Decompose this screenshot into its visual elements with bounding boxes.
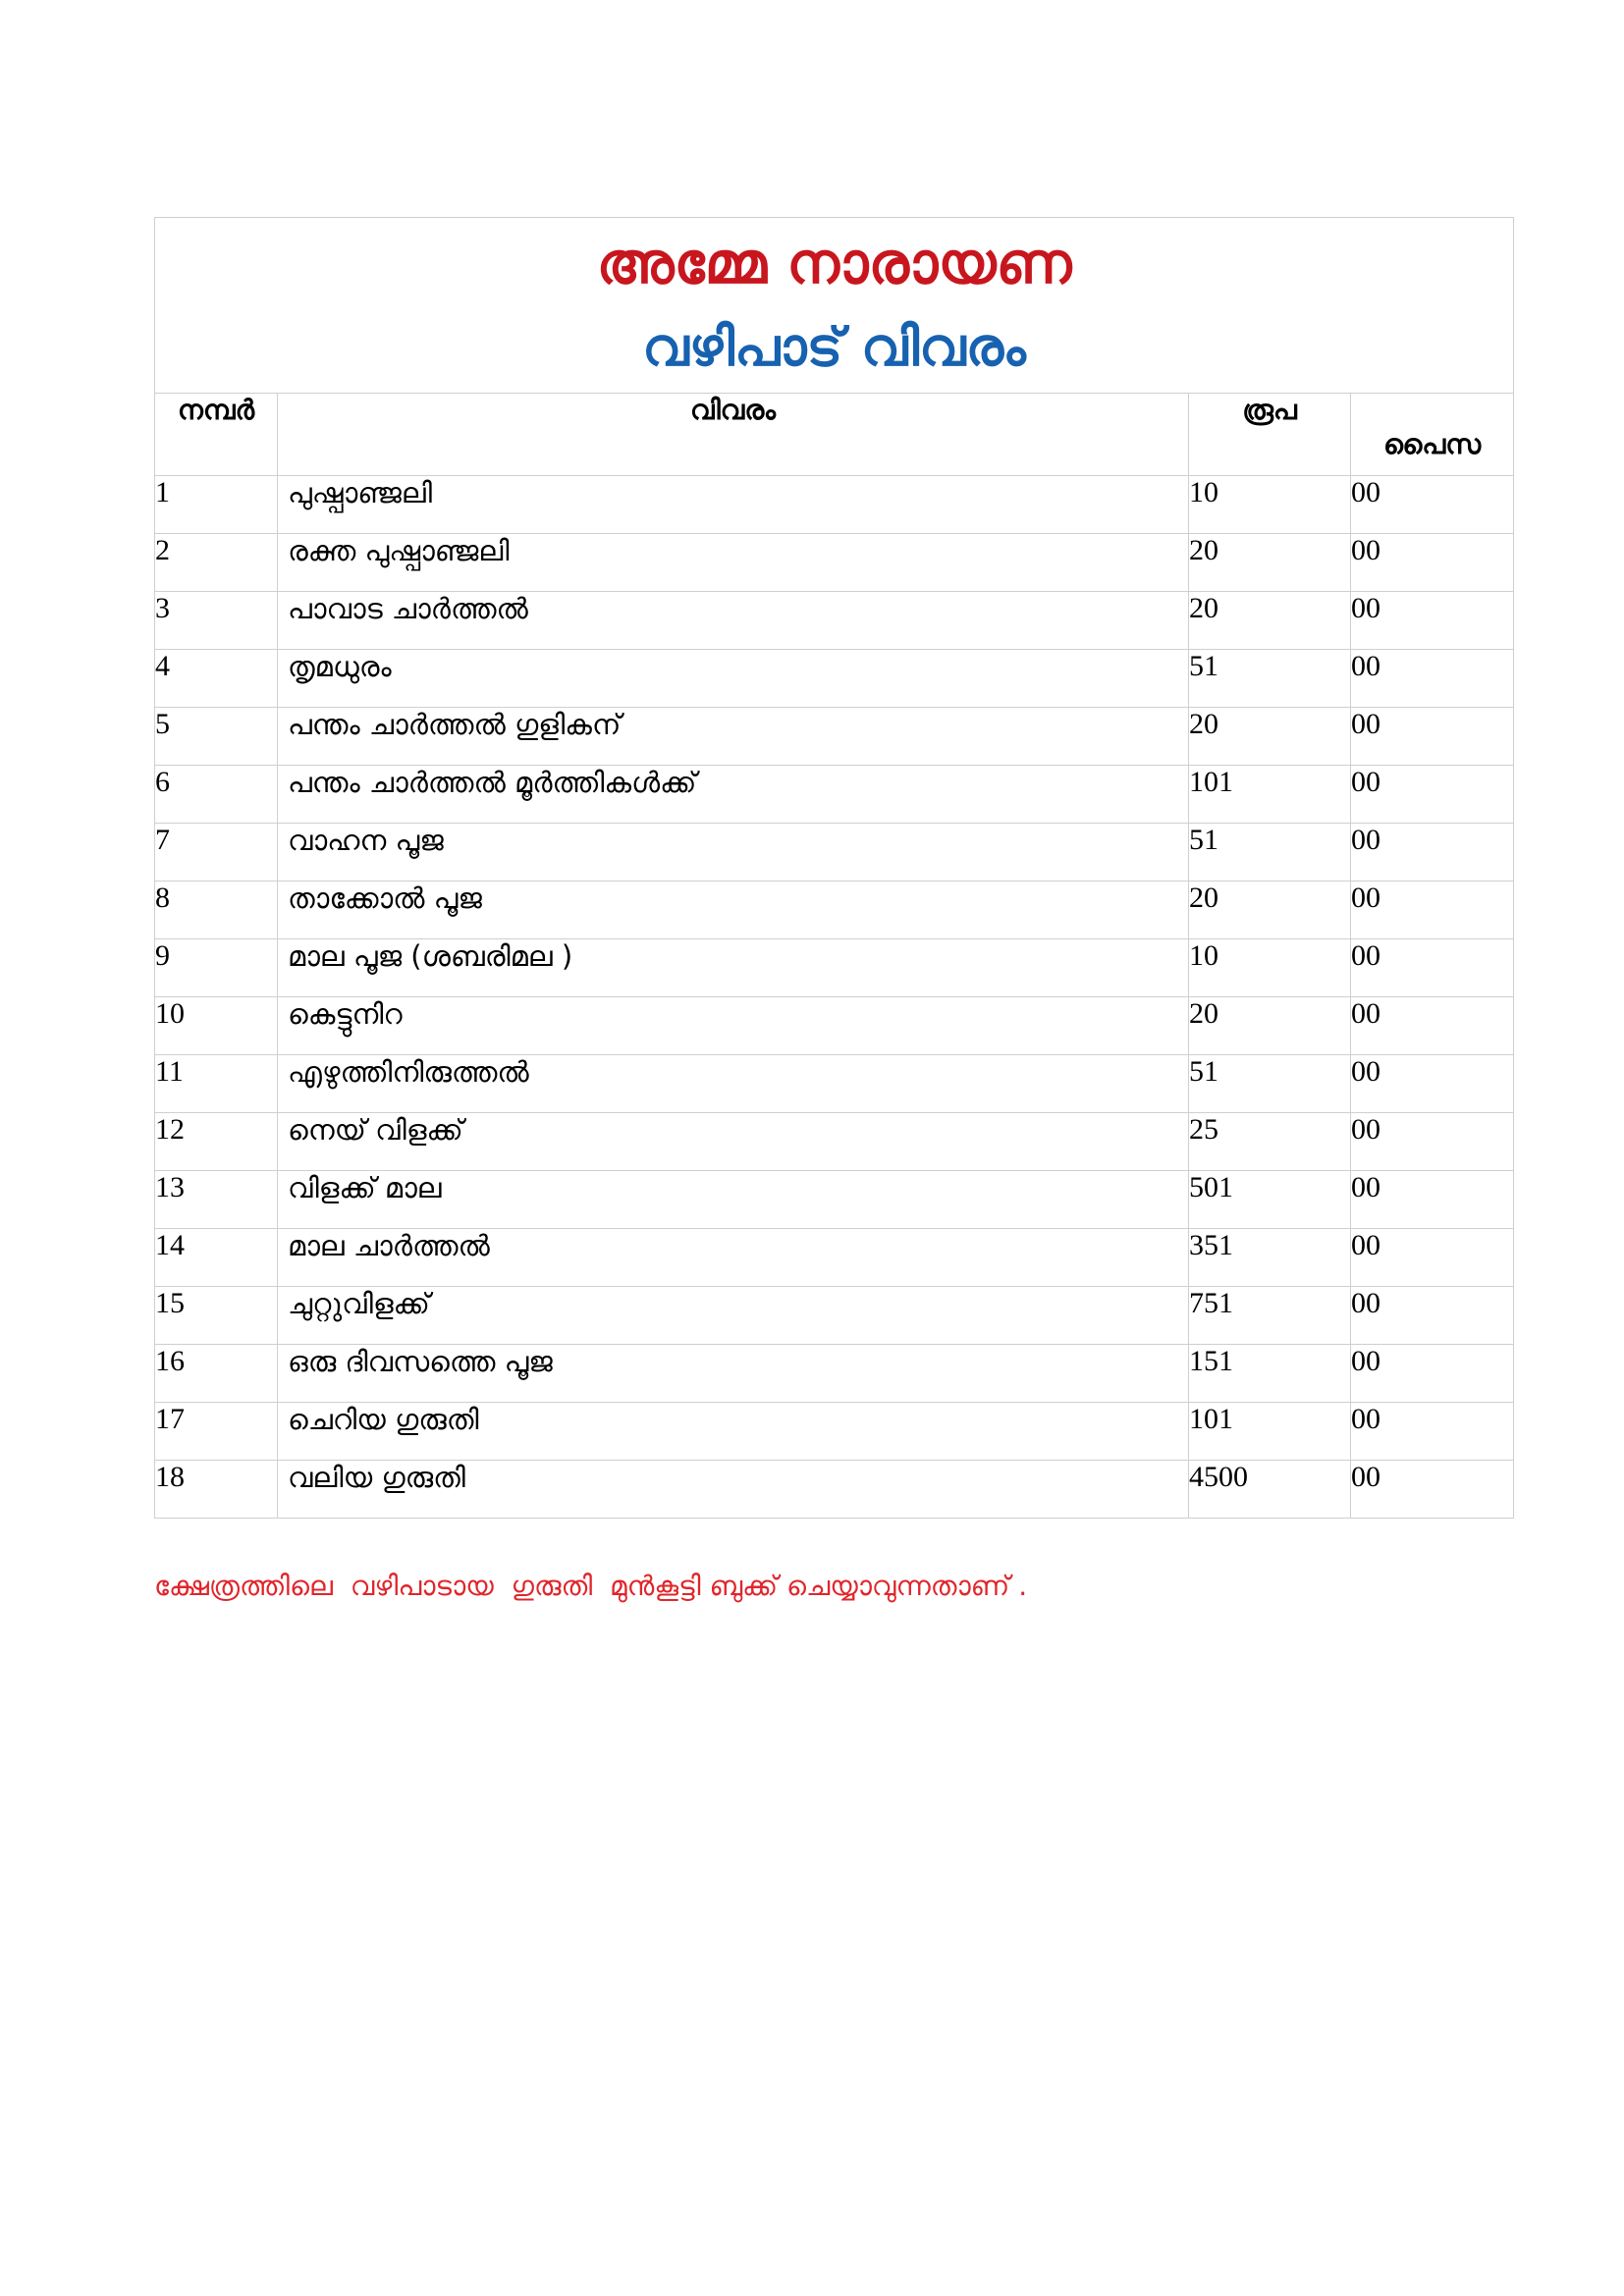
table-row [155, 1113, 1514, 1171]
table-row [155, 1229, 1514, 1287]
table-row [155, 592, 1514, 650]
row-number: 15 [155, 1287, 278, 1345]
row-paise: 00 [1351, 1403, 1514, 1461]
row-description: മാല ചാർത്തൽ [278, 1229, 1189, 1287]
offerings-rows [155, 476, 1514, 1519]
row-rupees: 20 [1189, 881, 1351, 939]
table-row [155, 824, 1514, 881]
row-description: രക്ത പുഷ്പാഞ്ജലി [278, 534, 1189, 592]
row-paise: 00 [1351, 1171, 1514, 1229]
row-paise: 00 [1351, 1055, 1514, 1113]
table-row [155, 1345, 1514, 1403]
table-row [155, 476, 1514, 534]
table-row [155, 881, 1514, 939]
row-description: ചെറിയ ഗുരുതി [278, 1403, 1189, 1461]
row-paise: 00 [1351, 881, 1514, 939]
row-number: 16 [155, 1345, 278, 1403]
row-paise: 00 [1351, 650, 1514, 708]
row-rupees: 51 [1189, 824, 1351, 881]
row-number: 11 [155, 1055, 278, 1113]
row-rupees: 151 [1189, 1345, 1351, 1403]
row-description: വിളക്ക് മാല [278, 1171, 1189, 1229]
row-rupees: 20 [1189, 997, 1351, 1055]
row-rupees: 20 [1189, 534, 1351, 592]
row-description: വലിയ ഗുരുതി [278, 1461, 1189, 1519]
row-number: 4 [155, 650, 278, 708]
row-description: പന്തം ചാർത്തൽ മൂർത്തികൾക്ക് [278, 766, 1189, 824]
row-rupees: 101 [1189, 766, 1351, 824]
row-number: 12 [155, 1113, 278, 1171]
row-description: മാല പൂജ (ശബരിമല ) [278, 939, 1189, 997]
page-subtitle: വഴിപാട് വിവരം [642, 316, 1026, 378]
row-rupees: 20 [1189, 708, 1351, 766]
row-rupees: 51 [1189, 650, 1351, 708]
column-header-row [155, 394, 1514, 476]
row-paise: 00 [1351, 939, 1514, 997]
row-number: 18 [155, 1461, 278, 1519]
row-rupees: 20 [1189, 592, 1351, 650]
table-row [155, 650, 1514, 708]
row-description: തൃമധുരം [278, 650, 1189, 708]
row-number: 2 [155, 534, 278, 592]
row-description: പുഷ്പാഞ്ജലി [278, 476, 1189, 534]
row-rupees: 751 [1189, 1287, 1351, 1345]
row-paise: 00 [1351, 1461, 1514, 1519]
row-number: 3 [155, 592, 278, 650]
row-number: 14 [155, 1229, 278, 1287]
row-number: 9 [155, 939, 278, 997]
row-number: 13 [155, 1171, 278, 1229]
row-description: ഒരു ദിവസത്തെ പൂജ [278, 1345, 1189, 1403]
table-row [155, 1461, 1514, 1519]
row-number: 6 [155, 766, 278, 824]
row-number: 7 [155, 824, 278, 881]
table-row [155, 997, 1514, 1055]
row-rupees: 10 [1189, 939, 1351, 997]
column-header-paise: പൈസ [1351, 394, 1514, 476]
row-paise: 00 [1351, 766, 1514, 824]
row-number: 10 [155, 997, 278, 1055]
row-number: 17 [155, 1403, 278, 1461]
footer-note: ക്ഷേത്രത്തിലെ വഴിപാടായ ഗുരുതി മുൻകൂട്ടി ബുക്ക് ചെയ്യാവുന്നതാണ് . [154, 1570, 1028, 1602]
table-row [155, 1171, 1514, 1229]
column-header-rupees: രൂപ [1189, 394, 1351, 476]
table-row [155, 939, 1514, 997]
row-paise: 00 [1351, 708, 1514, 766]
table-row [155, 708, 1514, 766]
row-description: പന്തം ചാർത്തൽ ഗുളികന് [278, 708, 1189, 766]
row-paise: 00 [1351, 534, 1514, 592]
row-description: പാവാട ചാർത്തൽ [278, 592, 1189, 650]
row-description: ചുറ്റുവിളക്ക് [278, 1287, 1189, 1345]
row-paise: 00 [1351, 1229, 1514, 1287]
table-row [155, 1055, 1514, 1113]
row-paise: 00 [1351, 1113, 1514, 1171]
row-paise: 00 [1351, 997, 1514, 1055]
row-rupees: 4500 [1189, 1461, 1351, 1519]
offerings-sheet [154, 217, 1513, 1519]
row-description: താക്കോൽ പൂജ [278, 881, 1189, 939]
page-title: അമ്മേ നാരായണ [596, 230, 1072, 296]
table-row [155, 1287, 1514, 1345]
row-description: എഴുത്തിനിരുത്തൽ [278, 1055, 1189, 1113]
title-row [155, 218, 1514, 394]
row-paise: 00 [1351, 1287, 1514, 1345]
row-number: 5 [155, 708, 278, 766]
row-paise: 00 [1351, 1345, 1514, 1403]
column-header-number: നമ്പർ [155, 394, 278, 476]
row-number: 8 [155, 881, 278, 939]
row-rupees: 101 [1189, 1403, 1351, 1461]
row-number: 1 [155, 476, 278, 534]
row-rupees: 501 [1189, 1171, 1351, 1229]
row-paise: 00 [1351, 824, 1514, 881]
table-row [155, 1403, 1514, 1461]
row-description: വാഹന പൂജ [278, 824, 1189, 881]
row-paise: 00 [1351, 476, 1514, 534]
offerings-table [154, 217, 1514, 1519]
row-rupees: 10 [1189, 476, 1351, 534]
row-rupees: 351 [1189, 1229, 1351, 1287]
row-rupees: 51 [1189, 1055, 1351, 1113]
row-rupees: 25 [1189, 1113, 1351, 1171]
row-paise: 00 [1351, 592, 1514, 650]
row-description: നെയ് വിളക്ക് [278, 1113, 1189, 1171]
table-row [155, 534, 1514, 592]
table-row [155, 766, 1514, 824]
title-cell [155, 218, 1514, 394]
row-description: കെട്ടുനിറ [278, 997, 1189, 1055]
column-header-description: വിവരം [278, 394, 1189, 476]
